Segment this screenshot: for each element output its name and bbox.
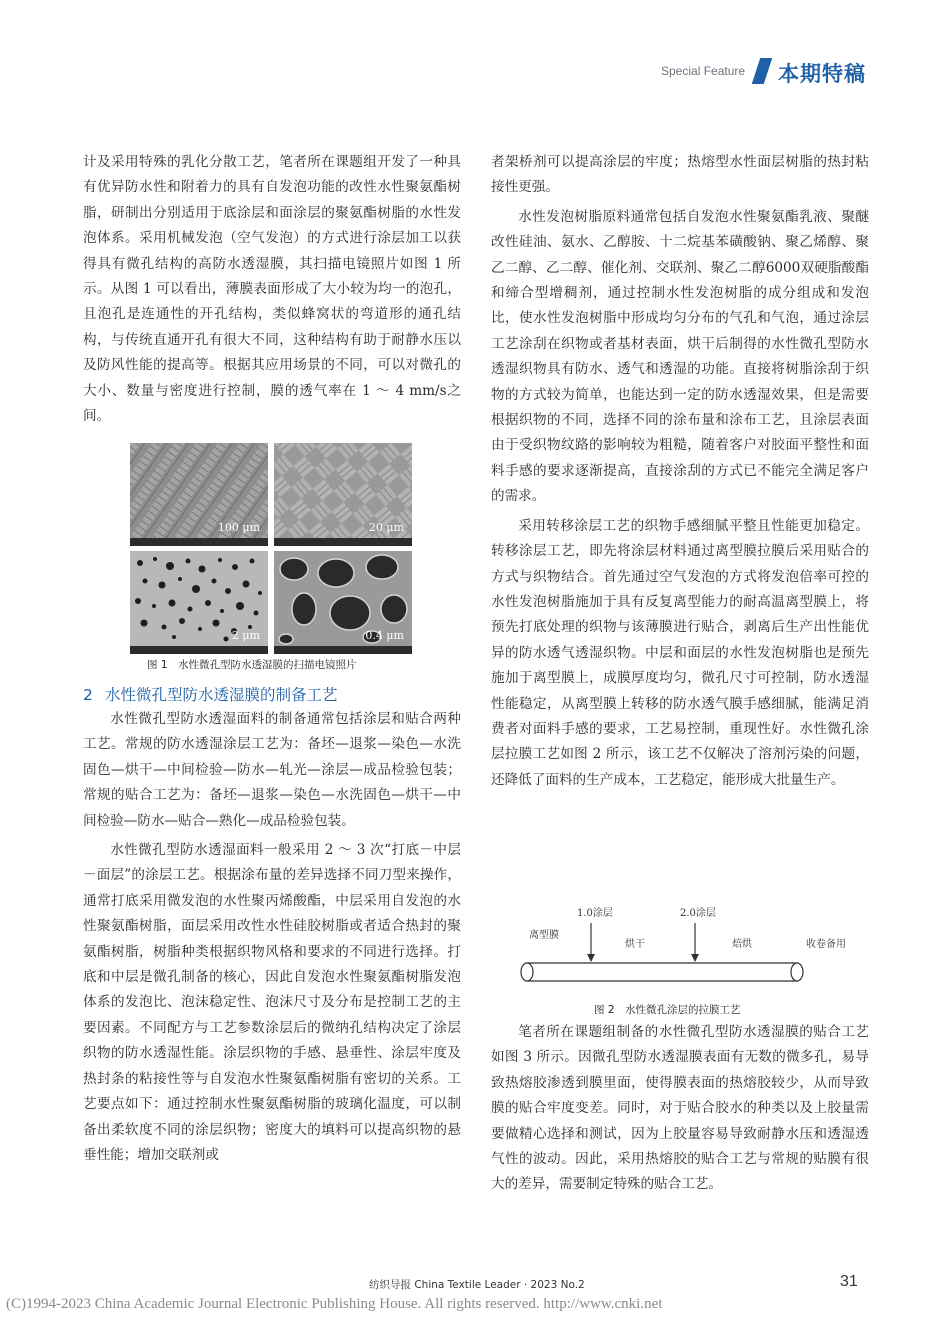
- figure-2-caption: 图 2 水性微孔涂层的拉膜工艺: [594, 1004, 741, 1016]
- figure-1-caption: 图 1 水性微孔型防水透湿膜的扫描电镜照片: [147, 659, 357, 671]
- copyright-notice: (C)1994-2023 China Academic Journal Electronic Publishing House. All rights reserved. http://www.cnki.net: [6, 1296, 663, 1312]
- sem-image-0-4um: [274, 551, 412, 654]
- header-chinese: 本期特稿: [778, 62, 866, 86]
- scale-label: 20 μm: [368, 521, 404, 534]
- label-drying: 烘干: [625, 939, 645, 950]
- unwind-roller: [521, 963, 533, 981]
- left-paragraph-3: 水性微孔型防水透湿面料一般采用 2 ～ 3 次“打底－中层－面层”的涂层工艺。根据涂布量的差异选择不同刀型来操作，通常打底采用微发泡的水性聚丙烯酸酯，中层采用自发泡的水性聚氨酯树脂，面层采用改性水性硅胶树脂或者适合热封的聚氨酯树脂，树脂种类根据织物风格和要求的不同进行选择。打底和中层是微孔制备的核心，因此自发泡水性聚氨酯树脂发泡体系的发泡比、泡沫稳定性、泡沫尺寸及分布是控制工艺的主要因素。不同配方与工艺参数涂层后的微纳孔结构决定了涂层织物的防水透湿性能。涂层织物的手感、悬垂性、涂层牢度及热封条的粘接性等与自发泡水性聚氨酯树脂有密切的关系。工艺要点如下：通过控制水性聚氨酯树脂的玻璃化温度，可以制备出柔软度不同的涂层织物；密度大的填料可以提高织物的悬垂性能；增加交联剂或: [83, 842, 461, 1163]
- section-number: 2: [83, 686, 93, 704]
- right-paragraph-4: 笔者所在课题组制备的水性微孔型防水透湿膜的贴合工艺如图 3 所示。因微孔型防水透湿膜表面有无数的微多孔，易导致热熔胶渗透到膜里面，使得膜表面的热熔胶较少，从而导致膜的贴合牢度变差。同时，对于贴合胶水的种类以及上胶量需要做精心选择和测试，因为上胶量容易导致耐静水压和透湿透气性的波动。因此，采用热熔胶的贴合工艺与常规的贴膜有很大的差异，需要制定特殊的贴合工艺。: [491, 1024, 869, 1193]
- header-accent-bar: [752, 58, 772, 84]
- label-baking: 焙烘: [732, 939, 752, 950]
- section-2-heading: [83, 683, 338, 705]
- left-paragraph-2: 水性微孔型防水透湿面料的制备通常包括涂层和贴合两种工艺。常规的防水透湿涂层工艺为：备坯—退浆—染色—水洗固色—烘干—中间检验—防水—轧光—涂层—成品检验包装；常规的贴合工艺为：备坯—退浆—染色—水洗固色—烘干—中间检验—防水—贴合—熟化—成品检验包装。: [83, 711, 461, 829]
- label-coat-1: 1.0涂层: [577, 908, 613, 919]
- left-column-lower: [83, 707, 461, 1168]
- label-coat-2: 2.0涂层: [680, 908, 716, 919]
- sem-image-2um: [130, 551, 268, 654]
- right-paragraph-1: 者架桥剂可以提高涂层的牢度；热熔型水性面层树脂的热封粘接性更强。: [491, 154, 869, 196]
- label-winding: 收卷备用: [806, 939, 846, 950]
- left-column: [83, 150, 461, 429]
- right-column: [491, 150, 869, 793]
- figure-1-sem-images: [130, 443, 412, 655]
- right-paragraph-2: 水性发泡树脂原料通常包括自发泡水性聚氨酯乳液、聚醚改性硅油、氨水、乙醇胺、十二烷基苯磺酸钠、聚乙烯醇、聚乙二醇、乙二醇、催化剂、交联剂、聚乙二醇6000双硬脂酸酯和缔合型增稠剂，通过控制水性发泡树脂的成分组成和发泡比，使水性发泡树脂中形成均匀分布的气孔和气泡，通过涂层工艺涂刮在织物或者基材表面，烘干后制得的水性微孔型防水透湿织物具有防水、透气和透湿的功能。直接将树脂涂刮于织物的方式较为简单，也能达到一定的防水透湿效果，但是需要根据织物的不同，选择不同的涂布量和涂布工艺，且涂层表面由于受织物纹路的影响较为粗糙，随着客户对胶面平整性和面料手感的要求逐渐提高，直接涂刮的方式已不能完全满足客户的需求。: [491, 208, 869, 505]
- right-paragraph-3: 采用转移涂层工艺的织物手感细腻平整且性能更加稳定。转移涂层工艺，即先将涂层材料通过离型膜拉膜后采用贴合的方式与织物结合。首先通过空气发泡的方式将发泡倍率可控的水性发泡树脂施加于具有反复离型能力的耐高温离型膜上，将预先打底处理的织物与该薄膜进行贴合，剥离后生产出性能优异的防水透气透湿织物。中层和面层的水性发泡树脂也是预先施加于离型膜上，成膜厚度均匀，微孔尺寸可控制，防水透湿性能稳定，从离型膜上转移的防水透气膜手感细腻，能满足消费者对面料手感的要求，工艺易控制，重现性好。水性微孔涂层拉膜工艺如图 2 所示，该工艺不仅解决了溶剂污染的问题，还降低了面料的生产成本，工艺稳定，能形成大批量生产。: [491, 517, 869, 788]
- scale-label: 2 μm: [231, 629, 260, 642]
- rewind-roller: [791, 963, 803, 981]
- scale-label: 100 μm: [217, 521, 260, 534]
- sem-image-100um: [130, 443, 268, 546]
- figure-2-diagram: [513, 896, 873, 996]
- sem-image-20um: [274, 443, 412, 546]
- coat-1-arrowhead: [587, 954, 595, 962]
- page-number: 31: [840, 1273, 858, 1290]
- scale-label: 0.4 μm: [365, 629, 404, 642]
- header-english: Special Feature: [661, 64, 746, 78]
- section-title-text: 水性微孔型防水透湿膜的制备工艺: [105, 686, 338, 704]
- journal-footer: 纺织导报 China Textile Leader · 2023 No.2: [369, 1279, 585, 1291]
- left-paragraph-1: 计及采用特殊的乳化分散工艺，笔者所在课题组开发了一种具有优异防水性和附着力的具有自发泡功能的改性水性聚氨酯树脂，研制出分别适用于底涂层和面涂层的聚氨酯树脂的水性发泡体系。采用机械发泡（空气发泡）的方式进行涂层加工以获得具有微孔结构的高防水透湿膜，其扫描电镜照片如图 1 所示。从图 1 可以看出，薄膜表面形成了大小较为均一的泡孔，且泡孔是连通性的开孔结构，类似蜂窝状的弯道形的通孔结构，与传统直通开孔有很大不同，这种结构有助于耐静水压以及防风性能的提高等。根据其应用场景的不同，可以对微孔的大小、数量与密度进行控制，膜的透气率在 1 ～ 4 mm/s之间。: [83, 154, 461, 425]
- label-release-film: 离型膜: [529, 930, 559, 941]
- right-column-lower: [491, 1020, 869, 1198]
- coat-2-arrowhead: [691, 954, 699, 962]
